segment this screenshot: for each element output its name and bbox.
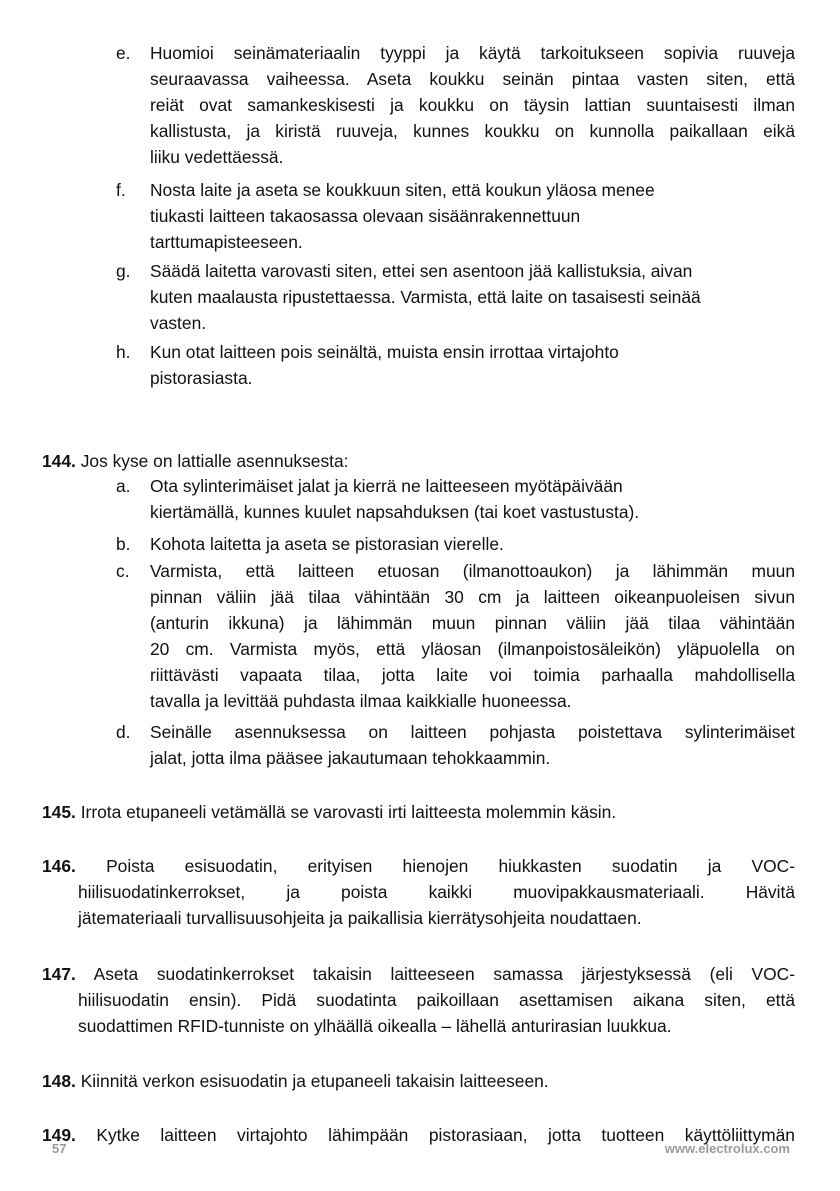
text-line: tavalla ja levittää puhdasta ilmaa kaikkialle huoneessa. [150, 691, 572, 711]
text-line: vasten. [150, 313, 207, 333]
text-line: jalat, jotta ilma pääsee jakautumaan tehokkaammin. [150, 748, 551, 768]
text-line: Kun otat laitteen pois seinältä, muista ensin irrottaa virtajohto [150, 342, 619, 362]
sub-letter: d. [116, 722, 131, 742]
text-line: Nosta laite ja aseta se koukkuun siten, että koukun yläosa menee [150, 180, 655, 200]
step-text: Jos kyse on lattialle asennuksesta: [80, 451, 349, 471]
text-line: reiät ovat samankeskisesti ja koukku on täysin lattian suuntaisesti ilman [150, 95, 795, 115]
text-line: hiilisuodatin ensin). Pidä suodatinta paikoillaan asettamisen aikana siten, että [78, 990, 795, 1010]
text-line: seuraavassa vaiheessa. Aseta koukku seinän pintaa vasten siten, että [150, 69, 795, 89]
text-line: suodattimen RFID-tunniste on ylhäällä oikealla – lähellä anturirasian luukkua. [78, 1016, 672, 1036]
footer-website: www.electrolux.com [664, 1141, 790, 1156]
step-text: Kytke laitteen virtajohto lähimpään pistorasiaan, jotta tuotteen käyttöliittymän [96, 1125, 795, 1145]
text-line: tarttumapisteeseen. [150, 232, 303, 252]
text-line: kallistusta, ja kiristä ruuveja, kunnes koukku on kunnolla paikallaan eikä [150, 121, 795, 141]
sub-letter: g. [116, 261, 131, 281]
step-text: Irrota etupaneeli vetämällä se varovasti irti laitteesta molemmin käsin. [80, 802, 617, 822]
sub-letter: c. [116, 561, 130, 581]
page-number: 57 [52, 1141, 67, 1156]
text-line: riittävästi vapaata tilaa, jotta laite voi toimia parhaalla mahdollisella [150, 665, 795, 685]
text-line: 20 cm. Varmista myös, että yläosan (ilmanpoistosäleikön) yläpuolella on [150, 639, 795, 659]
step-text: Kiinnitä verkon esisuodatin ja etupaneeli takaisin laitteeseen. [80, 1071, 549, 1091]
step-text: Aseta suodatinkerrokset takaisin laitteeseen samassa järjestyksessä (eli VOC- [93, 964, 796, 984]
sub-letter: f. [116, 180, 126, 200]
step-number: 145. [42, 802, 76, 822]
text-line: hiilisuodatinkerrokset, ja poista kaikki muovipakkausmateriaali. Hävitä [78, 882, 795, 902]
text-line: Säädä laitetta varovasti siten, ettei sen asentoon jää kallistuksia, aivan [150, 261, 693, 281]
text-line: kiertämällä, kunnes kuulet napsahduksen (tai koet vastustusta). [150, 502, 640, 522]
step-number: 148. [42, 1071, 76, 1091]
step-text: Poista esisuodatin, erityisen hienojen hiukkasten suodatin ja VOC- [106, 856, 795, 876]
text-line: tiukasti laitteen takaosassa olevaan sisäänrakennettuun [150, 206, 581, 226]
text-line: (anturin ikkuna) ja lähimmän muun pinnan väliin jää tilaa vähintään [150, 613, 795, 633]
text-line: Ota sylinterimäiset jalat ja kierrä ne laitteeseen myötäpäivään [150, 476, 623, 496]
step-number: 147. [42, 964, 76, 984]
step-number: 146. [42, 856, 76, 876]
text-line: Kohota laitetta ja aseta se pistorasian vierelle. [150, 534, 504, 554]
text-line: kuten maalausta ripustettaessa. Varmista, että laite on tasaisesti seinää [150, 287, 701, 307]
text-line: jätemateriaali turvallisuusohjeita ja paikallisia kierrätysohjeita noudattaen. [78, 908, 642, 928]
sub-letter: a. [116, 476, 131, 496]
text-line: liiku vedettäessä. [150, 147, 284, 167]
sub-letter: h. [116, 342, 131, 362]
text-line: Huomioi seinämateriaalin tyyppi ja käytä tarkoitukseen sopivia ruuveja [150, 43, 795, 63]
sub-letter: e. [116, 43, 131, 63]
text-line: pinnan väliin jää tilaa vähintään 30 cm ja laitteen oikeanpuoleisen sivun [150, 587, 795, 607]
sub-letter: b. [116, 534, 131, 554]
text-line: Varmista, että laitteen etuosan (ilmanottoaukon) ja lähimmän muun [150, 561, 795, 581]
step-number: 144. [42, 451, 76, 471]
step-number: 149. [42, 1125, 76, 1145]
text-line: Seinälle asennuksessa on laitteen pohjasta poistettava sylinterimäiset [150, 722, 795, 742]
text-line: pistorasiasta. [150, 368, 253, 388]
